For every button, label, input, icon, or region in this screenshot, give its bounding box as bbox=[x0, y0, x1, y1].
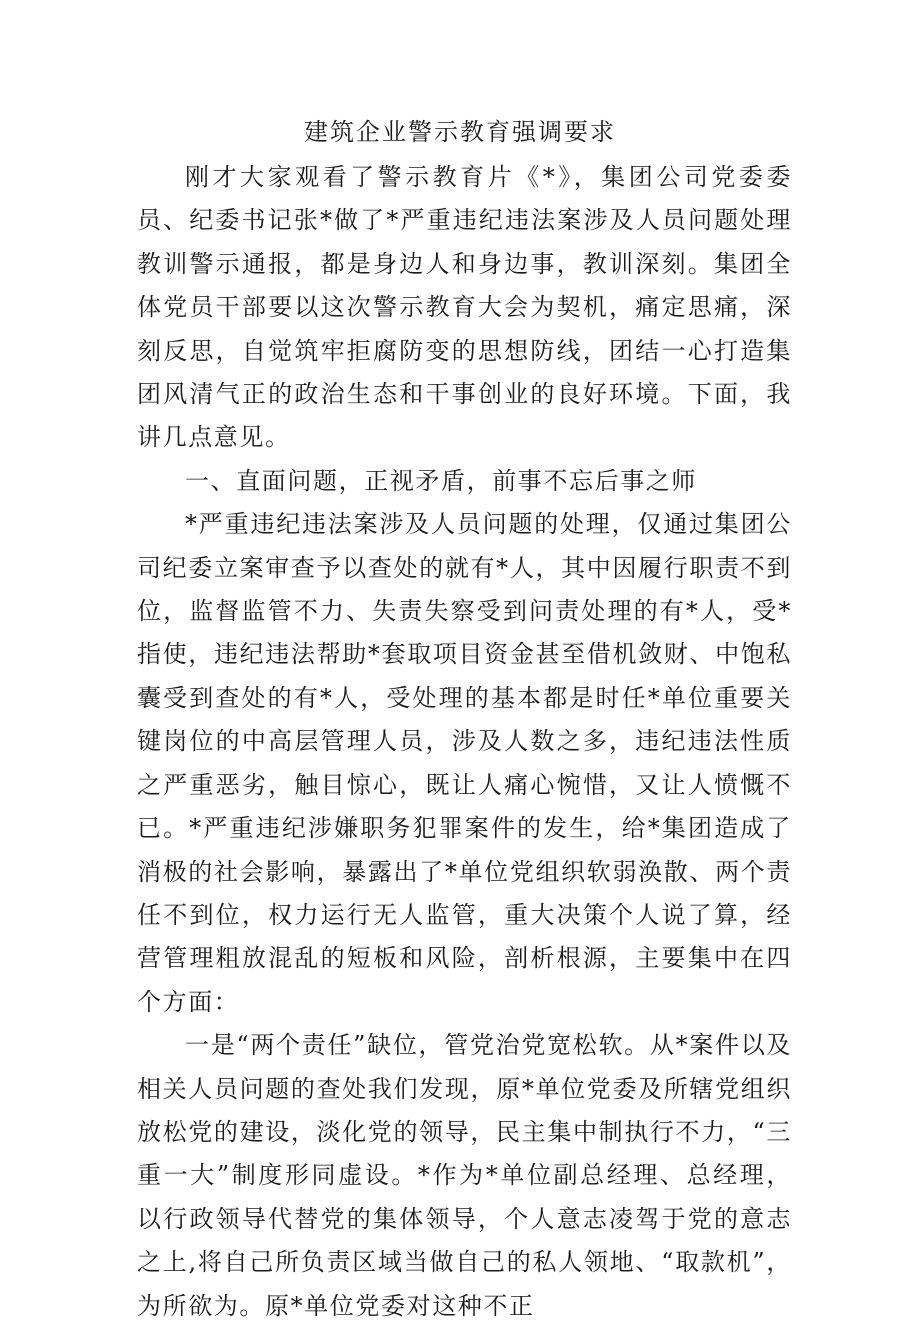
document-title: 建筑企业警示教育强调要求 bbox=[304, 118, 616, 146]
paragraph-point-one: 一是“两个责任”缺位，管党治党宽松软。从*案件以及相关人员问题的查处我们发现，原*单位党委及所辖党组织放松党的建设，淡化党的领导，民主集中制执行不力，“三重一大”制度形同虚设。*作为*单位副总经理、总经理，以行政领导代替党的集体领导，个人意志凌驾于党的意志之上,将自己所负责区域当做自己的私人领地、“取款机”，为所欲为。原*单位党委对这种不正 bbox=[137, 1031, 792, 1320]
section-heading: 一、直面问题，正视矛盾，前事不忘后事之师 bbox=[185, 466, 697, 495]
document-body bbox=[137, 156, 792, 1328]
paragraph-case-summary: *严重违纪违法案涉及人员问题的处理，仅通过集团公司纪委立案审查予以查处的就有*人，其中因履行职责不到位，监督监管不力、失责失察受到问责处理的有*人，受*指使，违纪违法帮助*套取项目资金甚至借机敛财、中饱私囊受到查处的有*人，受处理的基本都是时任*单位重要关键岗位的中高层管理人员，涉及人数之多，违纪违法性质之严重恶劣，触目惊心，既让人痛心惋惜，又让人愤慨不已。*严重违纪涉嫌职务犯罪案件的发生，给*集团造成了消极的社会影响，暴露出了*单位党组织软弱涣散、两个责任不到位，权力运行无人监管，重大决策个人说了算，经营管理粗放混乱的短板和风险，剖析根源，主要集中在四个方面： bbox=[137, 510, 792, 1016]
paragraph-intro: 刚才大家观看了警示教育片《*》，集团公司党委委员、纪委书记张*做了*严重违纪违法案涉及人员问题处理教训警示通报，都是身边人和身边事，教训深刻。集团全体党员干部要以这次警示教育大会为契机，痛定思痛，深刻反思，自觉筑牢拒腐防变的思想防线，团结一心打造集团风清气正的政治生态和干事创业的良好环境。下面，我讲几点意见。 bbox=[137, 163, 792, 452]
